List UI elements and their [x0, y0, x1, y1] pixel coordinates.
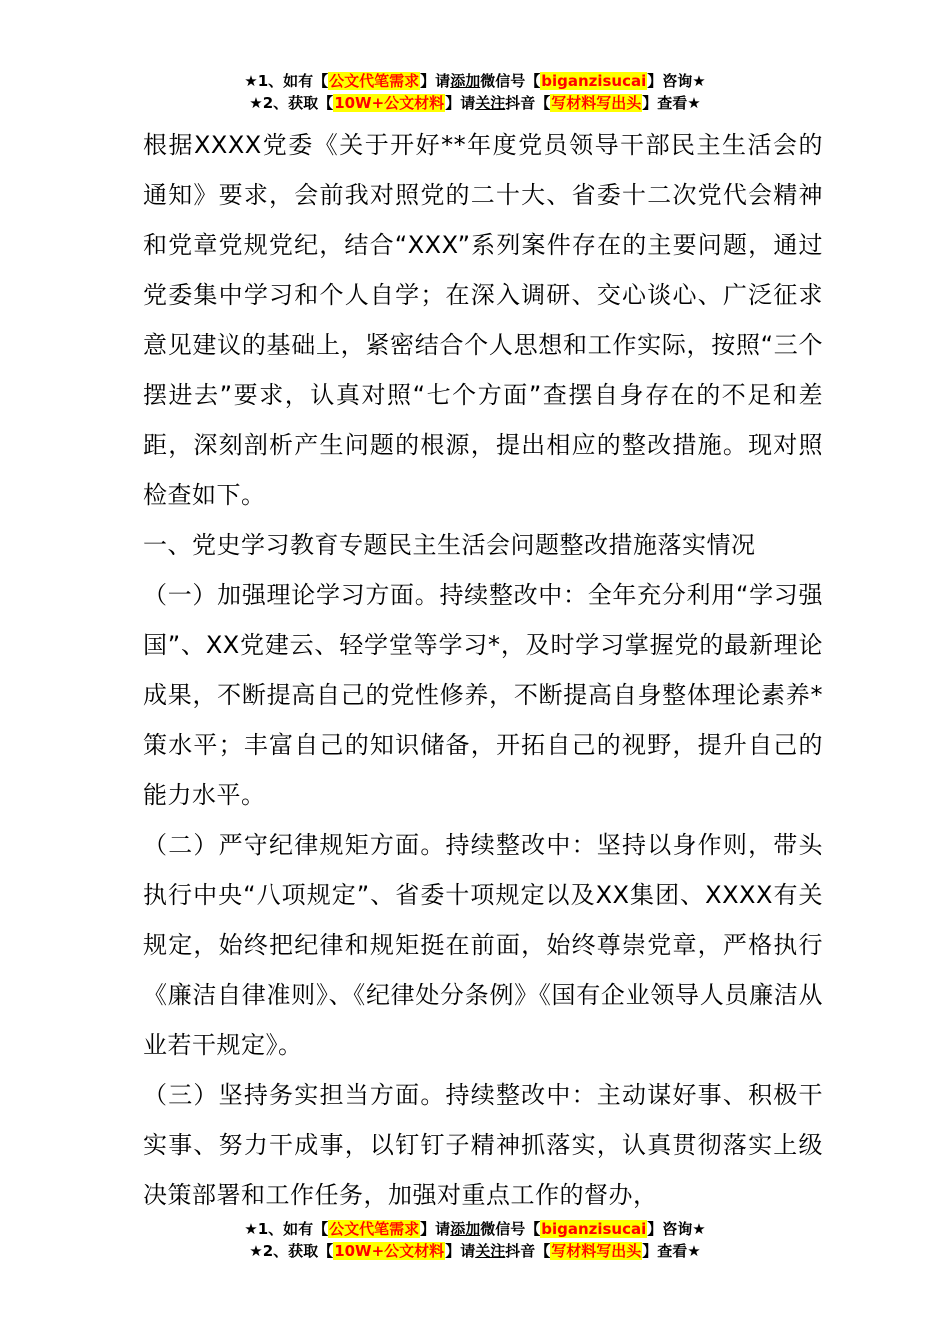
banner-text: 】咨询★ — [647, 72, 706, 90]
star-icon: ★ — [249, 94, 263, 112]
banner-text: 微信号【 — [480, 72, 541, 90]
section-heading: 一、党史学习教育专题民主生活会问题整改措施落实情况 — [143, 531, 756, 559]
paragraph-theory-study: （一）加强理论学习方面。持续整改中：全年充分利用“学习强国”、XX党建云、轻学堂等学习*，及时学习掌握党的最新理论成果，不断提高自己的党性修养，不断提高自身整体理论素养*策水平；丰富自己的知识储备，开拓自己的视野，提升自己的能力水平。 — [143, 581, 823, 809]
underlined-text: 添加 — [450, 1220, 481, 1238]
highlight-douyin: 写材料写出头 — [551, 1242, 642, 1260]
banner-text: 抖音【 — [505, 94, 551, 112]
banner-text: 】咨询★ — [647, 1220, 706, 1238]
intro-paragraph: 根据XXXX党委《关于开好**年度党员领导干部民主生活会的通知》要求，会前我对照党的二十大、省委十二次党代会精神和党章党规党纪，结合“XXX”系列案件存在的主要问题，通过党委集中学习和个人自学；在深入调研、交心谈心、广泛征求意见建议的基础上，紧密结合个人思想和工作实际，按照“三个摆进去”要求，认真对照“七个方面”查摆自身存在的不足和差距，深刻剖析产生问题的根源，提出相应的整改措施。现对照检查如下。 — [143, 131, 823, 509]
banner-text: 】请 — [445, 1242, 476, 1260]
banner-text: 2、获取【 — [262, 94, 334, 112]
paragraph-pragmatic: （三）坚持务实担当方面。持续整改中：主动谋好事、积极干实事、努力干成事，以钉钉子精神抓落实，认真贯彻落实上级决策部署和工作任务，加强对重点工作的督办， — [143, 1081, 823, 1209]
banner-text: 2、获取【 — [262, 1242, 334, 1260]
banner-line-2 — [0, 92, 950, 114]
highlight-service: 公文代笔需求 — [329, 1220, 420, 1238]
footer-banner — [0, 1218, 950, 1262]
underlined-text: 关注 — [475, 94, 506, 112]
star-icon: ★ — [244, 72, 258, 90]
highlight-materials: 10W+公文材料 — [334, 94, 445, 112]
highlight-douyin: 写材料写出头 — [551, 94, 642, 112]
star-icon: ★ — [249, 1242, 263, 1260]
banner-line-1 — [0, 1218, 950, 1240]
banner-text: 1、如有【 — [257, 72, 329, 90]
paragraph-discipline: （二）严守纪律规矩方面。持续整改中：坚持以身作则，带头执行中央“八项规定”、省委十项规定以及XX集团、XXXX有关规定，始终把纪律和规矩挺在前面，始终尊崇党章，严格执行《廉洁自律准则》、《纪律处分条例》《国有企业领导人员廉洁从业若干规定》。 — [143, 831, 823, 1059]
highlight-service: 公文代笔需求 — [329, 72, 420, 90]
banner-text: 1、如有【 — [257, 1220, 329, 1238]
underlined-text: 添加 — [450, 72, 481, 90]
banner-text: 】请 — [420, 72, 451, 90]
star-icon: ★ — [244, 1220, 258, 1238]
banner-text: 抖音【 — [505, 1242, 551, 1260]
underlined-text: 关注 — [475, 1242, 506, 1260]
banner-text: 】请 — [445, 94, 476, 112]
header-banner — [0, 70, 950, 114]
banner-text: 】查看★ — [642, 94, 701, 112]
banner-line-2 — [0, 1240, 950, 1262]
banner-text: 】查看★ — [642, 1242, 701, 1260]
highlight-wechat-id: biganzisucai — [541, 72, 647, 90]
banner-text: 微信号【 — [480, 1220, 541, 1238]
banner-text: 】请 — [420, 1220, 451, 1238]
banner-line-1 — [0, 70, 950, 92]
highlight-materials: 10W+公文材料 — [334, 1242, 445, 1260]
highlight-wechat-id: biganzisucai — [541, 1220, 647, 1238]
document-body — [143, 120, 823, 1220]
